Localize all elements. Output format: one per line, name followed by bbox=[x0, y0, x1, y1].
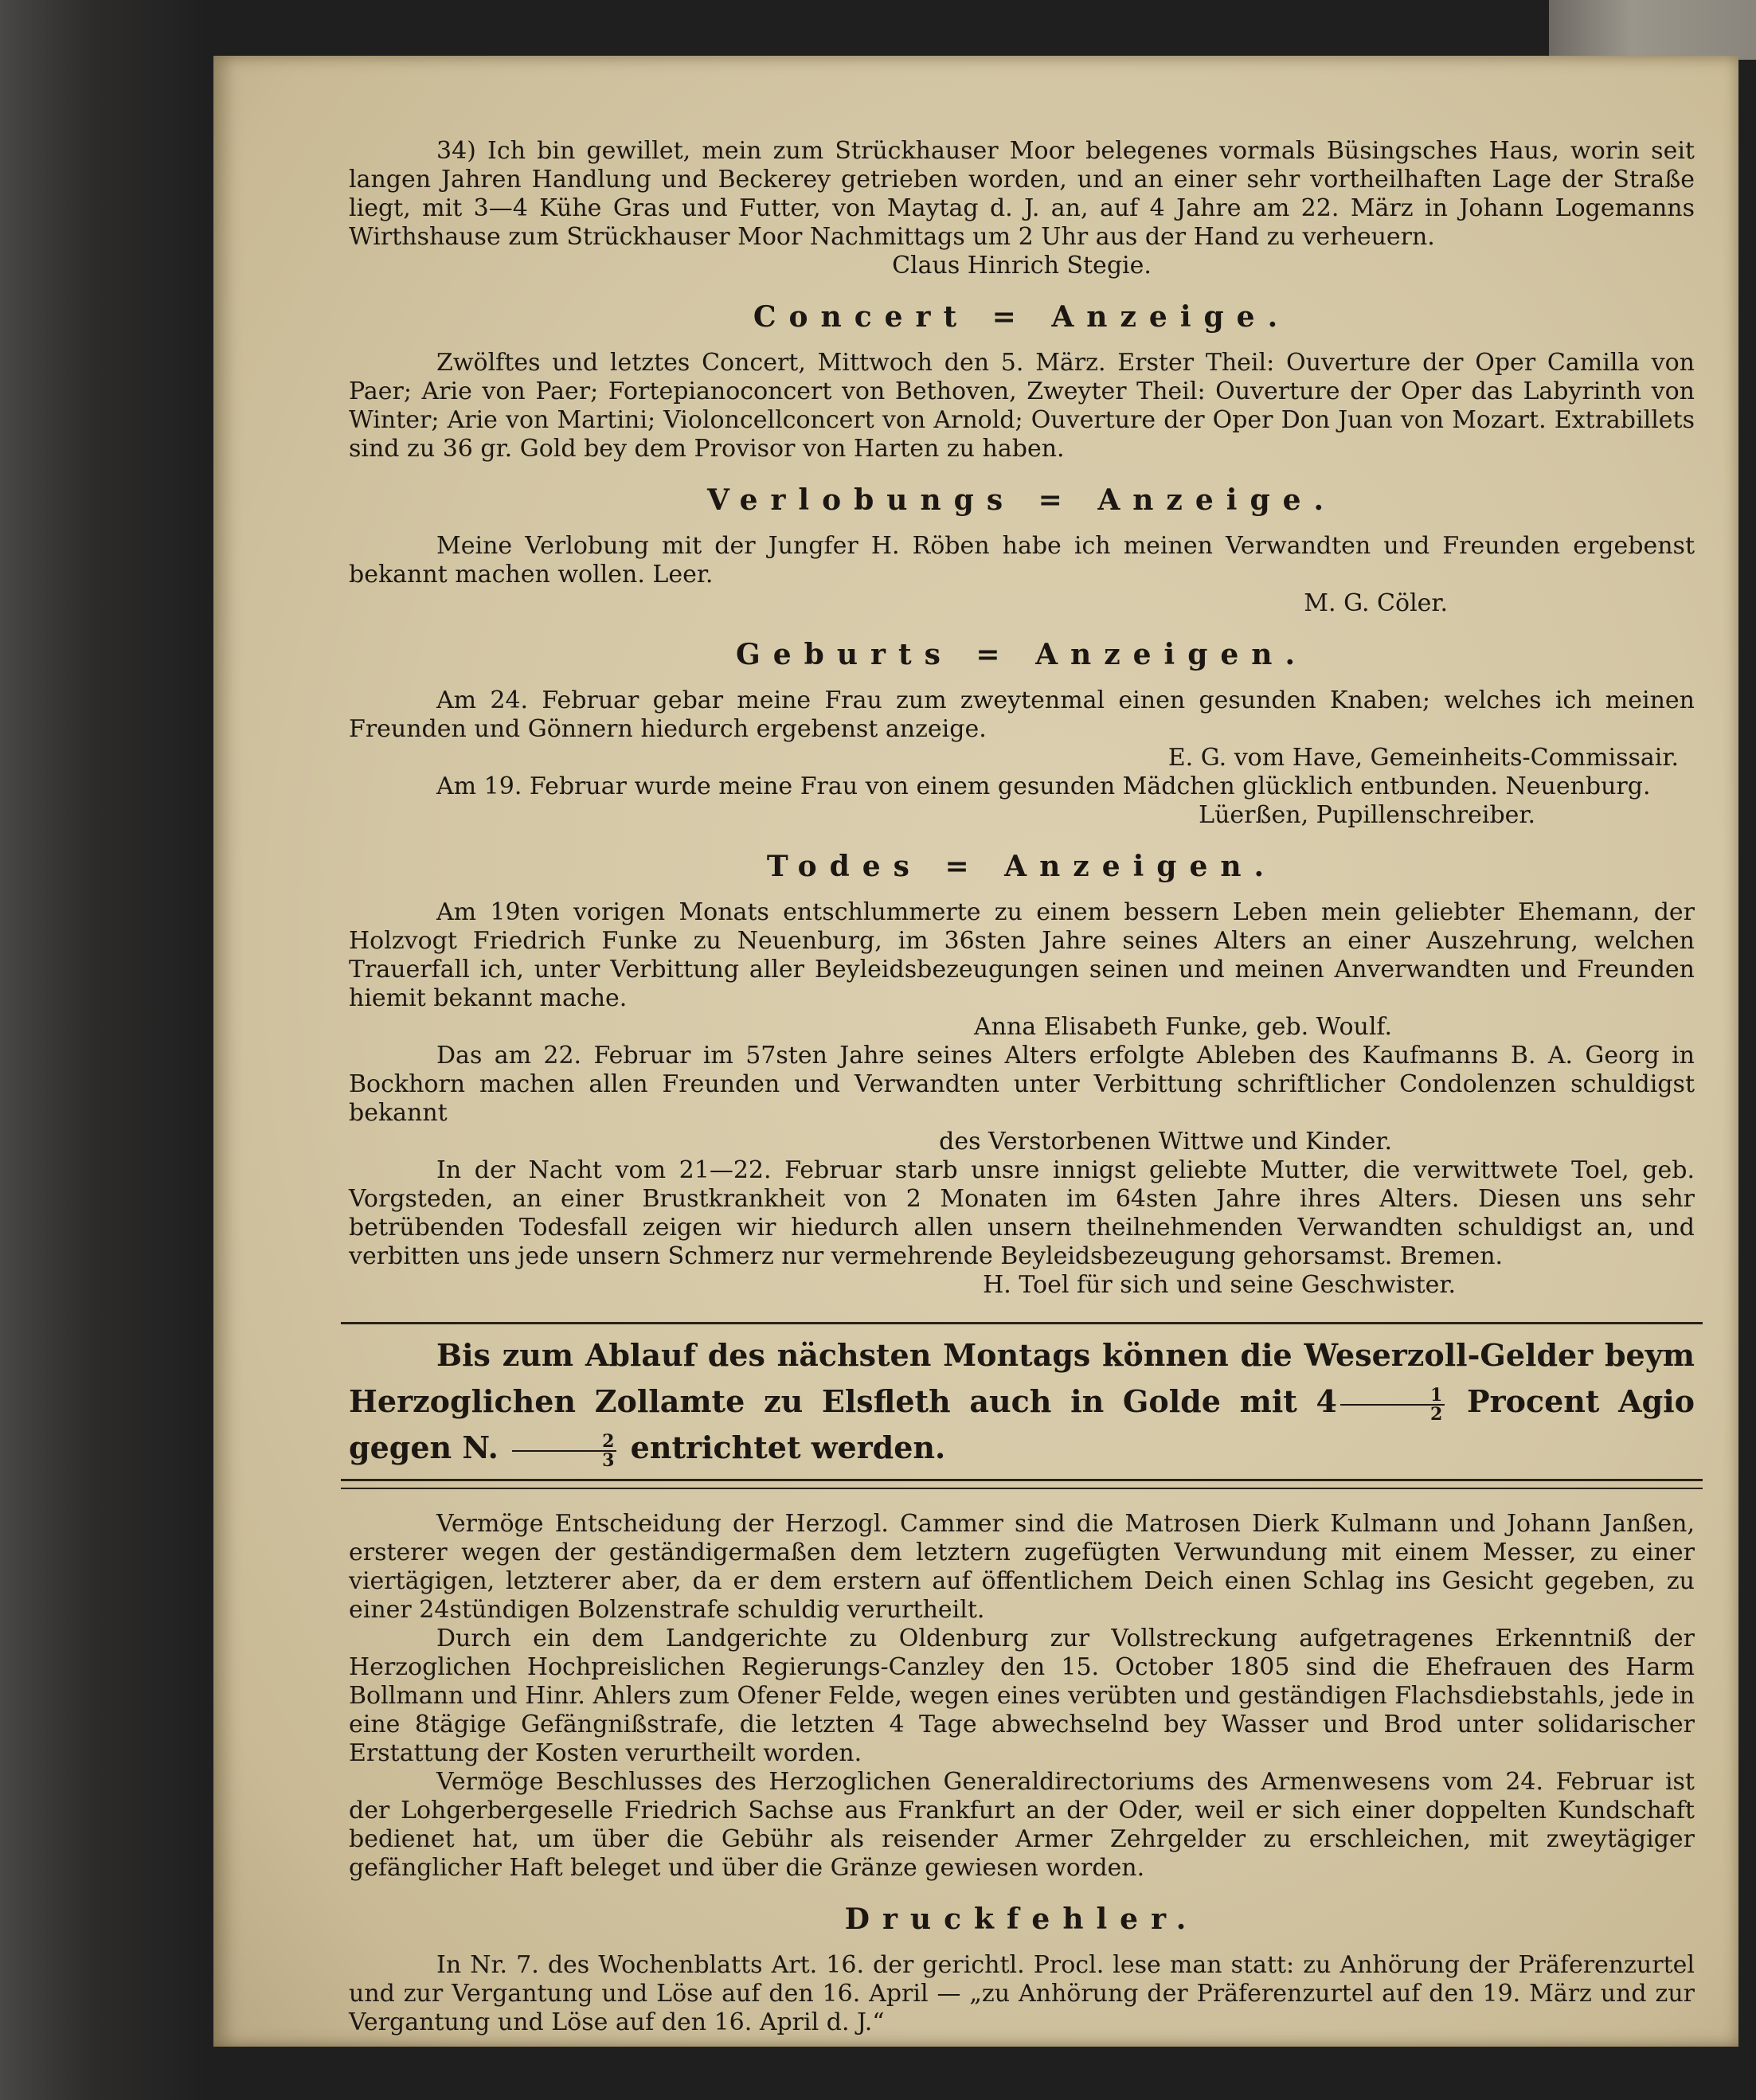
verdict-2-text: Durch ein dem Landgerichte zu Oldenburg zur Vollstreckung aufgetragenes Erkenntniß der Herzoglichen Hochpreislichen Regierungs-Canzley den 15. October 1805 sind die Ehefrauen des Harm Bollmann und Hinr. Ahlers zum Ofener Felde, wegen eines verübten und geständigen Flachsdiebstahls, jede in eine 8tägige Gefängnißstrafe, die letzten 4 Tage abwechselnd bey Wasser und Brod unter solidarischer Erstattung der Kosten verurtheilt worden. bbox=[349, 1625, 1695, 1767]
concert-text: Zwölftes und letztes Concert, Mittwoch den 5. März. Erster Theil: Ouverture der Oper Camilla von Paer; Arie von Paer; Fortepianoconcert von Bethoven, Zweyter Theil: Ouverture der Oper das Labyrinth von Winter; Arie von Martini; Violoncellconcert von Arnold; Ouverture der Oper Don Juan von Mozart. Extrabillets sind zu 36 gr. Gold bey dem Provisor von Harten zu haben. bbox=[349, 349, 1695, 463]
errata-text: In Nr. 7. des Wochenblatts Art. 16. der gerichtl. Procl. lese man statt: zu Anhörung der Präferenzurtel und zur Vergantung und Löse auf den 16. April — „zu Anhörung der Präferenzurtel auf den 19. März und zur Vergantung und Löse auf den 16. April d. J.“ bbox=[349, 1951, 1695, 2036]
newspaper-page bbox=[213, 56, 1738, 2047]
customs-notice-block bbox=[349, 1322, 1695, 1489]
birth-entry-1-text: Am 24. Februar gebar meine Frau zum zweytenmal einen gesunden Knaben; welches ich meinen Freunden und Gönnern hiedurch ergebenst anzeige. bbox=[349, 686, 1695, 743]
birth-entry-1-signature: E. G. vom Have, Gemeinheits-Commissair. bbox=[1167, 744, 1679, 772]
death-entry-1-text: Am 19ten vorigen Monats entschlummerte zu einem bessern Leben mein geliebter Ehemann, der Holzvogt Friedrich Funke zu Neuenburg, im 36sten Jahre seines Alters an einer Auszehrung, welchen Trauerfall ich, unter Verbittung aller Beyleidsbezeugungen seinen und meinen Anverwandten und Freunden hiemit bekannt mache. bbox=[349, 898, 1695, 1012]
death-heading: Todes = Anzeigen. bbox=[766, 850, 1277, 883]
engagement-heading: Verlobungs = Anzeige. bbox=[706, 483, 1337, 517]
fraction-2-denominator: 3 bbox=[602, 1449, 615, 1471]
death-entry-2-text: Das am 22. Februar im 57sten Jahre seines Alters erfolgte Ableben des Kaufmanns B. A. Georg in Bockhorn machen allen Freunden und Verwandten unter Verbittung schriftlicher Condolenzen schuldigst bekannt bbox=[349, 1042, 1695, 1127]
fraction-two-thirds bbox=[512, 1430, 616, 1471]
death-entry-2-signature: des Verstorbenen Wittwe und Kinder. bbox=[939, 1128, 1392, 1156]
customs-notice-text-1: Bis zum Ablauf des nächsten Montags können die Weserzoll-Gelder beym Herzoglichen Zollamte zu Elsfleth auch in Golde mit 4 bbox=[349, 1337, 1695, 1419]
birth-heading: Geburts = Anzeigen. bbox=[736, 638, 1308, 671]
customs-notice-text-2: Procent Agio gegen N. bbox=[349, 1383, 1695, 1465]
bottom-divider-thin bbox=[341, 1488, 1703, 1489]
death-entry-3-text: In der Nacht vom 21—22. Februar starb unsre innigst geliebte Mutter, die verwittwete Toel, geb. Vorgsteden, an einer Brustkrankheit von 2 Monaten im 64sten Jahre ihres Alters. Diesen uns sehr betrübenden Todesfall zeigen wir hiedurch allen unsern theilnehmenden Verwandten schuldigst an, und verbitten uns jede unsern Schmerz nur vermehrende Beyleidsbezeugung gehorsamst. Bremen. bbox=[349, 1156, 1695, 1270]
death-entry-1-signature: Anna Elisabeth Funke, geb. Woulf. bbox=[973, 1013, 1392, 1041]
bottom-divider bbox=[341, 1479, 1703, 1481]
customs-notice bbox=[349, 1332, 1695, 1471]
concert-heading: Concert = Anzeige. bbox=[753, 300, 1291, 334]
item-34-signature: Claus Hinrich Stegie. bbox=[892, 252, 1152, 280]
verdict-3-text: Vermöge Beschlusses des Herzoglichen Generaldirectoriums des Armenwesens vom 24. Februar ist der Lohgerbergeselle Friedrich Sachse aus Frankfurt an der Oder, weil er sich einer doppelten Kundschaft bedienet hat, um über die Gebühr als reisender Armer Zehrgelder zu erschleichen, mit zweytägiger gefänglicher Haft beleget und über die Gränze gewiesen worden. bbox=[349, 1768, 1695, 1882]
fraction-1-numerator: 1 bbox=[1340, 1386, 1445, 1406]
page-content bbox=[349, 137, 1695, 2037]
errata-heading: Druckfehler. bbox=[844, 1903, 1199, 1936]
birth-entry-2-signature: Lüerßen, Pupillenschreiber. bbox=[1199, 801, 1535, 829]
fraction-one-half bbox=[1340, 1386, 1445, 1423]
birth-entry-2-text: Am 19. Februar wurde meine Frau von einem gesunden Mädchen glücklich entbunden. Neuenburg. bbox=[436, 772, 1651, 800]
adjacent-page-corner bbox=[1549, 0, 1756, 60]
customs-notice-text-3: entrichtet werden. bbox=[630, 1429, 946, 1465]
top-divider bbox=[341, 1322, 1703, 1324]
fraction-2-numerator: 2 bbox=[512, 1433, 616, 1452]
verdict-1-text: Vermöge Entscheidung der Herzogl. Cammer sind die Matrosen Dierk Kulmann und Johann Janßen, ersterer wegen der geständigermaßen dem letztern zugefügten Verwundung mit einem Messer, zu einer viertägigen, letzterer aber, da er dem erstern auf öffentlichem Deich einen Schlag ins Gesicht gegeben, zu einer 24stündigen Bolzenstrafe schuldig verurtheilt. bbox=[349, 1510, 1695, 1624]
death-entry-3-signature: H. Toel für sich und seine Geschwister. bbox=[983, 1271, 1456, 1299]
fraction-1-denominator: 2 bbox=[1429, 1403, 1443, 1425]
engagement-text: Meine Verlobung mit der Jungfer H. Röben habe ich meinen Verwandten und Freunden ergebenst bekannt machen wollen. Leer. bbox=[349, 532, 1695, 589]
engagement-signature: M. G. Cöler. bbox=[1304, 589, 1448, 617]
item-34-text: 34) Ich bin gewillet, mein zum Strückhauser Moor belegenes vormals Büsingsches Haus, worin seit langen Jahren Handlung und Beckerey getrieben worden, und an einer sehr vortheilhaften Lage der Straße liegt, mit 3—4 Kühe Gras und Futter, von Maytag d. J. an, auf 4 Jahre am 22. März in Johann Logemanns Wirthshause zum Strückhauser Moor Nachmittags um 2 Uhr aus der Hand zu verheuern. bbox=[349, 137, 1695, 251]
